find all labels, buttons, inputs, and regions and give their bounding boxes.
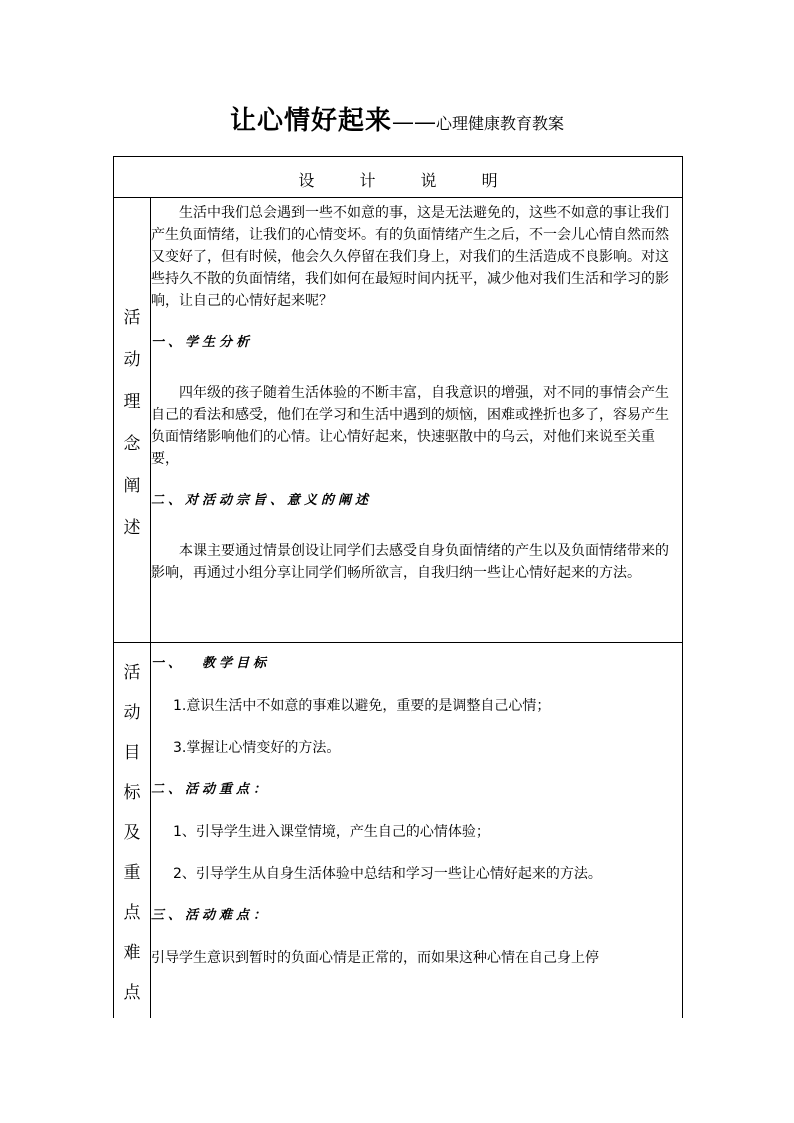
side-char: 点 xyxy=(123,983,141,1003)
rationale-side-label xyxy=(114,198,151,643)
key-point-item: 1、引导学生进入课堂情境，产生自己的心情体验； xyxy=(173,824,490,840)
difficulty-item: 引导学生意识到暂时的负面心情是正常的，而如果这种心情在自己身上停 xyxy=(151,950,599,966)
rationale-heading-student-analysis: 一、学生分析 xyxy=(151,335,254,350)
side-char: 及 xyxy=(123,823,141,843)
goals-heading-key-points: 二、活动重点： xyxy=(151,782,271,797)
rationale-purpose: 本课主要通过情景创设让同学们去感受自身负面情绪的产生以及负面情绪带来的影响，再通过小组分享让同学们畅所欲言，自我归纳一些让心情好起来的方法。 xyxy=(151,543,669,581)
title-dash: —— xyxy=(392,110,436,135)
rationale-student-analysis: 四年级的孩子随着生活体验的不断丰富，自我意识的增强，对不同的事情会产生自己的看法和感受，他们在学习和生活中遇到的烦恼，困难或挫折也多了，容易产生负面情绪影响他们的心情。让心情好起来，快速驱散中的乌云，对他们来说至关重要， xyxy=(151,385,669,467)
side-char: 念 xyxy=(123,433,141,454)
rationale-heading-purpose: 二、对活动宗旨、意义的阐述 xyxy=(151,493,373,508)
goals-heading-difficulties: 三、活动难点： xyxy=(151,908,271,923)
goals-heading-objectives: 一、 教学目标 xyxy=(151,656,271,671)
side-char: 阐 xyxy=(123,475,141,496)
title-main: 让心情好起来 xyxy=(229,106,392,136)
side-char: 述 xyxy=(123,517,141,538)
goals-content xyxy=(151,643,683,1019)
side-char: 点 xyxy=(123,903,141,923)
section-header xyxy=(114,157,683,198)
side-char: 难 xyxy=(123,943,141,963)
rationale-intro: 生活中我们总会遇到一些不如意的事，这是无法避免的，这些不如意的事让我们产生负面情绪，让我们的心情变坏。有的负面情绪产生之后，不一会儿心情自然而然又变好了，但有时候，他会久久停留在我们身上，对我们的生活造成不良影响。对这些持久不散的负面情绪，我们如何在最短时间内抚平，减少他对我们生活和学习的影响，让自己的心情好起来呢？ xyxy=(151,205,669,309)
goal-item: 1.意识生活中不如意的事难以避免，重要的是调整自己心情； xyxy=(173,698,551,714)
side-char: 动 xyxy=(123,703,141,723)
title-subtitle: 心理健康教育教案 xyxy=(436,114,565,133)
goal-item: 3.掌握让心情变好的方法。 xyxy=(173,740,341,756)
side-char: 理 xyxy=(123,391,141,412)
side-char: 动 xyxy=(123,349,141,370)
side-char: 活 xyxy=(123,663,141,683)
lesson-plan-table xyxy=(113,156,683,1018)
rationale-content xyxy=(151,198,683,643)
section-header-text: 设 计 说 明 xyxy=(298,170,518,190)
document-title xyxy=(0,100,794,137)
side-char: 重 xyxy=(123,863,141,883)
key-point-item: 2、引导学生从自身生活体验中总结和学习一些让心情好起来的方法。 xyxy=(173,866,602,882)
side-char: 标 xyxy=(123,783,141,803)
side-char: 目 xyxy=(123,743,141,763)
side-char: 活 xyxy=(123,307,141,328)
goals-side-label xyxy=(114,643,151,1019)
